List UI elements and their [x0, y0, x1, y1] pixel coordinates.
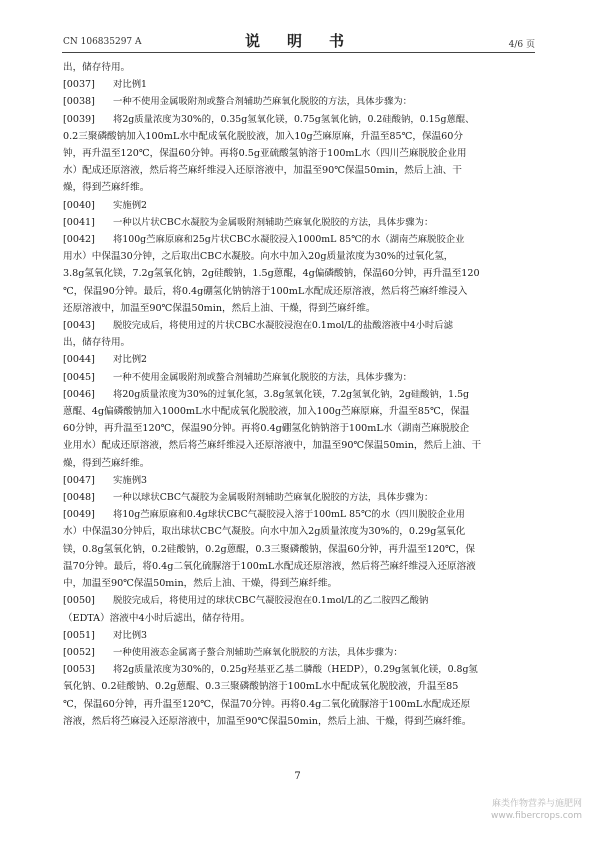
paragraph-text: 水）中保温30分钟后，取出球状CBC气凝胶。向水中加入2g质量浓度为30%的，0.29g氢氧化: [63, 526, 466, 538]
paragraph-text: 一种使用液态金属离子螯合剂辅助苎麻氧化脱胶的方法，具体步骤为：: [113, 646, 403, 658]
paragraph-text: 氧化钠、0.2硅酸钠、0.2g蒽醌、0.3三聚磷酸钠溶于100mL水中配成氧化脱胶液，升温至85: [63, 681, 459, 693]
paragraph-text: 出，储存待用。: [63, 337, 131, 349]
paragraph-number: [0051]: [63, 629, 95, 641]
text-line: [63, 128, 537, 145]
text-line: [63, 541, 537, 558]
paragraph-number: [0046]: [63, 388, 95, 400]
paragraph-text: 燥，得到苎麻纤维。: [63, 182, 150, 194]
paragraph-text: 溶液，然后将苎麻浸入还原溶液中，加温至90℃保温50min，然后上油、干燥，得到苎麻纤维。: [63, 715, 472, 727]
paragraph-text: ℃，保温90分钟。最后，将0.4g硼氢化钠钠溶于100mL水配成还原溶液，然后将苎麻纤维浸入: [63, 285, 468, 297]
paragraph-number: [0037]: [63, 79, 95, 91]
paragraph-text: 对比例2: [113, 354, 147, 366]
paragraph-number: [0038]: [63, 96, 95, 108]
paragraph-text: 将10g苎麻原麻和0.4g球状CBC气凝胶浸入溶于100mL 85℃的水（四川脱胶企业用: [113, 509, 465, 521]
paragraph-text: 将20g质量浓度为30%的过氧化氢，3.8g氢氧化镁，7.2g氢氧化钠，2g硅酸钠，1.5g: [113, 388, 470, 400]
text-line: [63, 231, 537, 248]
text-line: [63, 713, 537, 730]
text-line: [63, 93, 537, 110]
paragraph-number: [0040]: [63, 199, 95, 211]
document-title: 说 明 书: [244, 32, 350, 50]
text-line: [63, 627, 537, 644]
paragraph-text: 温70分钟。最后，将0.4g二氧化硫脲溶于100mL水配成还原溶液，然后将苎麻纤维浸入还原溶液: [63, 560, 476, 572]
paragraph-text: 一种不使用金属吸附剂或螯合剂辅助苎麻氧化脱胶的方法，具体步骤为：: [113, 96, 413, 108]
text-line: [63, 111, 537, 128]
text-line: [63, 369, 537, 386]
paragraph-number: [0052]: [63, 646, 95, 658]
paragraph-number: [0042]: [63, 234, 95, 246]
text-line: [63, 420, 537, 437]
paragraph-number: [0048]: [63, 492, 95, 504]
text-line: [63, 317, 537, 334]
paragraph-number: [0043]: [63, 320, 95, 332]
text-line: [63, 145, 537, 162]
paragraph-text: 一种不使用金属吸附剂或螯合剂辅助苎麻氧化脱胶的方法，具体步骤为：: [113, 371, 413, 383]
paragraph-text: 一种以片状CBC水凝胶为金属吸附剂辅助苎麻氧化脱胶的方法，具体步骤为：: [113, 216, 434, 228]
text-line: [63, 523, 537, 540]
paragraph-text: 将2g质量浓度为30%的，0.35g氢氧化镁，0.75g氢氧化钠，0.2硅酸钠，0.15g蒽醌、: [113, 113, 475, 125]
paragraph-text: 出，储存待用。: [63, 62, 131, 73]
page-number: 7: [294, 771, 301, 782]
paragraph-text: 燥，得到苎麻纤维。: [63, 457, 150, 469]
publication-number: CN 106835297 A: [63, 37, 142, 47]
paragraph-text: 用水）中保温30分钟，之后取出CBC水凝胶。向水中加入20g质量浓度为30%的过氧化氢，: [63, 251, 454, 263]
paragraph-text: 水）配成还原溶液，然后将苎麻纤维浸入还原溶液中，加温至90℃保温50min，然后上油、干: [63, 165, 462, 177]
paragraph-text: 钟，再升温至120℃，保温60分钟。再将0.5g亚硫酸氢钠溶于100mL水（四川苎麻脱胶企业用: [63, 148, 467, 160]
paragraph-number: [0044]: [63, 354, 95, 366]
paragraph-text: 实施例2: [113, 199, 147, 211]
text-line: [63, 283, 537, 300]
paragraph-text: 将100g苎麻原麻和25g片状CBC水凝胶浸入1000mL 85℃的水（湖南苎麻脱胶企业: [113, 234, 465, 246]
text-line: [63, 472, 537, 489]
document-body: [63, 59, 537, 730]
paragraph-text: （EDTA）溶液中4小时后滤出，储存待用。: [63, 612, 251, 624]
page-indicator: 4/6 页: [508, 40, 535, 50]
paragraph-text: 还原溶液中，加温至90℃保温50min，然后上油、干燥，得到苎麻纤维。: [63, 302, 376, 314]
paragraph-text: 蒽醌、4g偏磷酸钠加入1000mL水中配成氧化脱胶液，加入100g苎麻原麻，升温至85℃，保温: [63, 406, 470, 418]
paragraph-number: [0053]: [63, 664, 95, 676]
paragraph-number: [0050]: [63, 595, 95, 607]
header-divider: [62, 52, 535, 53]
paragraph-text: 60分钟，再升温至120℃，保温90分钟。再将0.4g硼氢化钠钠溶于100mL水（湖南苎麻脱胶企: [63, 423, 470, 435]
text-line: [63, 76, 537, 93]
paragraph-number: [0041]: [63, 216, 95, 228]
paragraph-text: 对比例1: [113, 79, 147, 91]
text-line: [63, 197, 537, 214]
text-line: [63, 558, 537, 575]
text-line: [63, 489, 537, 506]
text-line: [63, 437, 537, 454]
paragraph-number: [0039]: [63, 113, 95, 125]
text-line: [63, 334, 537, 351]
paragraph-text: 镁，0.8g氢氧化钠，0.2硅酸钠，0.2g蒽醌，0.3三聚磷酸钠，保温60分钟，再升温至120℃，保: [63, 543, 475, 555]
paragraph-number: [0045]: [63, 371, 95, 383]
text-line: [63, 403, 537, 420]
text-line: [63, 592, 537, 609]
paragraph-text: 脱胶完成后，将使用过的片状CBC水凝胶浸泡在0.1mol/L的盐酸溶液中4小时后滤: [113, 320, 453, 332]
paragraph-text: 一种以球状CBC气凝胶为金属吸附剂辅助苎麻氧化脱胶的方法，具体步骤为：: [113, 492, 434, 504]
paragraph-text: 0.2三聚磷酸钠加入100mL水中配成氧化脱胶液，加入10g苎麻原麻，升温至85℃，保温60分: [63, 130, 463, 142]
text-line: [63, 661, 537, 678]
paragraph-text: 实施例3: [113, 474, 147, 486]
text-line: [63, 214, 537, 231]
paragraph-text: 对比例3: [113, 629, 147, 641]
text-line: [63, 644, 537, 661]
text-line: [63, 696, 537, 713]
text-line: [63, 455, 537, 472]
text-line: [63, 610, 537, 627]
watermark-url: www.fibercrops.com: [491, 811, 582, 821]
text-line: [63, 179, 537, 196]
text-line: [63, 162, 537, 179]
text-line: [63, 265, 537, 282]
paragraph-text: 将2g质量浓度为30%的，0.25g羟基亚乙基二膦酸（HEDP），0.29g氢氧化镁，0.8g氢: [113, 664, 478, 676]
text-line: [63, 506, 537, 523]
text-line: [63, 351, 537, 368]
watermark: [472, 798, 582, 822]
text-line: [63, 575, 537, 592]
text-line: [63, 59, 537, 76]
paragraph-text: ℃，保温60分钟，再升温至120℃，保温70分钟。再将0.4g二氧化硫脲溶于100mL水配成还原: [63, 698, 471, 710]
text-line: [63, 248, 537, 265]
paragraph-text: 中，加温至90℃保温50min，然后上油、干燥，得到苎麻纤维。: [63, 578, 338, 590]
paragraph-text: 脱胶完成后，将使用过的球状CBC气凝胶浸泡在0.1mol/L的乙二胺四乙酸钠: [113, 595, 429, 607]
watermark-site-name: 麻类作物营养与施肥网: [491, 799, 582, 809]
text-line: [63, 300, 537, 317]
text-line: [63, 386, 537, 403]
paragraph-text: 业用水）配成还原溶液，然后将苎麻纤维浸入还原溶液中，加温至90℃保温50min，然后上油、干: [63, 440, 482, 452]
paragraph-number: [0047]: [63, 474, 95, 486]
paragraph-number: [0049]: [63, 509, 95, 521]
paragraph-text: 3.8g氢氧化镁，7.2g氢氧化钠，2g硅酸钠，1.5g蒽醌，4g偏磷酸钠，保温60分钟，再升温至120: [63, 268, 480, 280]
text-line: [63, 678, 537, 695]
